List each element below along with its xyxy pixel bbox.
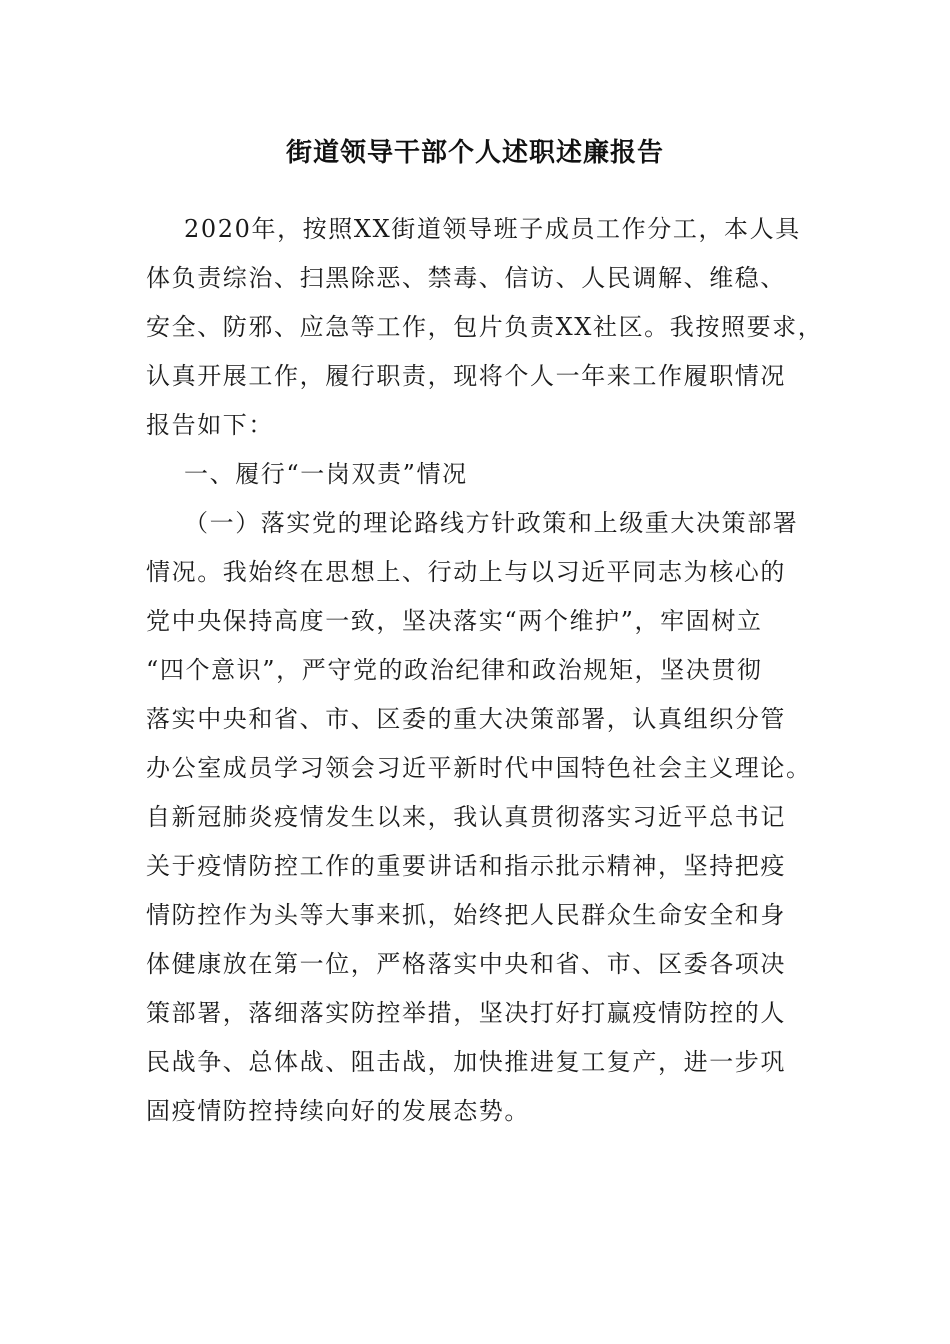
body-line: 认真开展工作，履行职责，现将个人一年来工作履职情况 [146,362,786,390]
body-line: 关于疫情防控工作的重要讲话和指示批示精神，坚持把疫 [146,852,786,880]
body-line: 体负责综治、扫黑除恶、禁毒、信访、人民调解、维稳、 [146,264,786,292]
document-body [146,205,824,1136]
body-line: 2020年，按照XX街道领导班子成员工作分工，本人具 [184,215,801,243]
body-line: “四个意识”，严守党的政治纪律和政治规矩，坚决贯彻 [146,656,763,684]
body-line: 固疫情防控持续向好的发展态势。 [146,1097,530,1125]
body-line: 报告如下： [146,411,274,439]
document-title: 街道领导干部个人述职述廉报告 [285,138,664,168]
section-heading: 一、履行“一岗双责”情况 [184,460,468,488]
body-line: 安全、防邪、应急等工作，包片负责XX社区。我按照要求， [146,313,824,341]
body-line: 党中央保持高度一致，坚决落实“两个维护”，牢固树立 [146,607,763,635]
body-line: 办公室成员学习领会习近平新时代中国特色社会主义理论。 [146,754,812,782]
body-line: 体健康放在第一位，严格落实中央和省、市、区委各项决 [146,950,786,978]
body-line: 情防控作为头等大事来抓，始终把人民群众生命安全和身 [146,901,786,929]
body-line: 情况。我始终在思想上、行动上与以习近平同志为核心的 [146,558,786,586]
body-line: 落实中央和省、市、区委的重大决策部署，认真组织分管 [146,705,786,733]
body-line: 自新冠肺炎疫情发生以来，我认真贯彻落实习近平总书记 [146,803,786,831]
body-line: （一）落实党的理论路线方针政策和上级重大决策部署 [184,509,799,537]
body-line: 策部署，落细落实防控举措，坚决打好打赢疫情防控的人 [146,999,786,1027]
body-line: 民战争、总体战、阻击战，加快推进复工复产，进一步巩 [146,1048,786,1076]
